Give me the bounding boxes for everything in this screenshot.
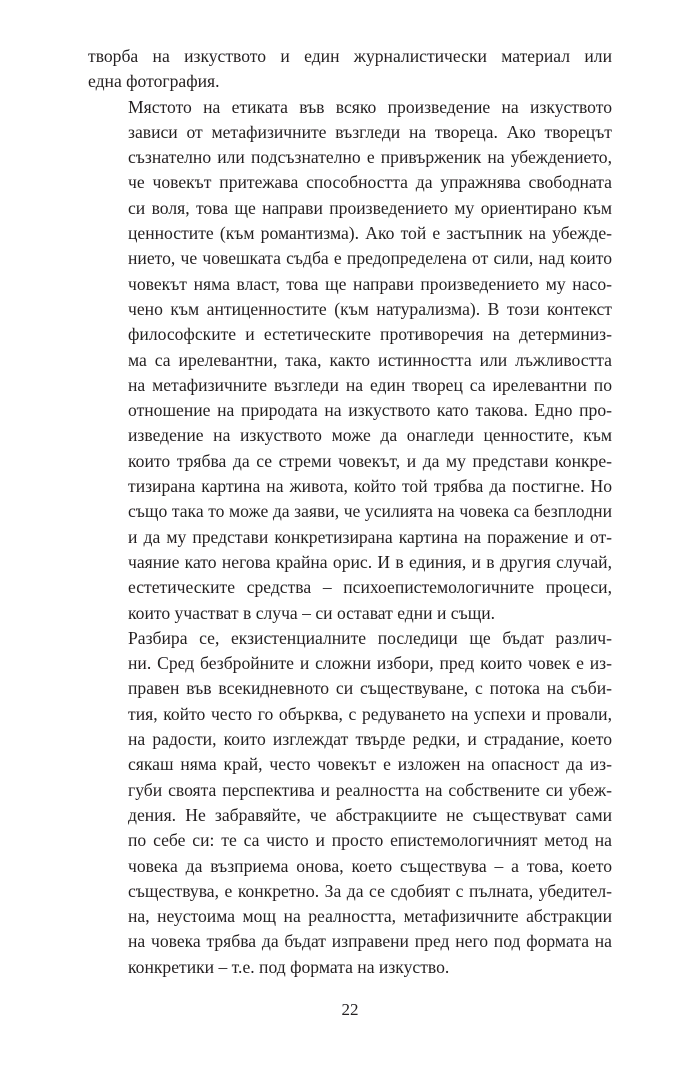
text-line: съществува, е конкретно. За да се сдобият с пълната, убедител- bbox=[128, 880, 612, 901]
text-line: отношение на природата на изкуството като такова. Едно про- bbox=[128, 400, 612, 421]
text-line: сякаш няма край, често човекът е изложен на опасност да из- bbox=[128, 754, 612, 775]
text-line: дения. Не забравяйте, че абстракциите не съществуват сами bbox=[128, 804, 612, 825]
paragraph-continuation bbox=[88, 44, 612, 95]
text-line: творба на изкуството и един журналистически материал или bbox=[88, 46, 612, 66]
page-number: 22 bbox=[341, 1000, 359, 1019]
text-line: на метафизичните възгледи на един творец са ирелевантни по bbox=[128, 374, 612, 395]
text-line: естетическите средства – психоепистемологичните процеси, bbox=[128, 577, 612, 598]
text-line: които трябва да се стреми човекът, и да му представи конкре- bbox=[128, 450, 612, 471]
text-line: че човекът притежава способността да упражнява свободната bbox=[128, 172, 612, 193]
paragraph-ethics bbox=[88, 95, 612, 626]
text-line: тизирана картина на живота, който той трябва да постигне. Но bbox=[128, 476, 612, 497]
text-line: на радости, които изглеждат твърде редки, и страдание, което bbox=[128, 729, 612, 750]
text-line: си воля, това ще направи произведението му ориентирано към bbox=[128, 197, 612, 218]
text-line: и да му представи конкретизирана картина на поражение и от- bbox=[128, 526, 612, 547]
text-line: на, неустоима мощ на реалността, метафизичните абстракции bbox=[128, 906, 612, 927]
text-line: губи своята перспектива и реалността на собствените си убеж- bbox=[128, 779, 612, 800]
text-line: Мястото на етиката във всяко произведение на изкуството bbox=[128, 96, 612, 117]
text-line: човекът няма власт, това ще направи произведението му насо- bbox=[128, 273, 612, 294]
text-line: съзнателно или подсъзнателно е привърженик на убеждението, bbox=[128, 147, 612, 168]
text-line: нието, че човешката съдба е предопределена от сили, над които bbox=[128, 248, 612, 269]
text-line: ценностите (към романтизма). Ако той е застъпник на убежде- bbox=[128, 223, 612, 244]
page-text bbox=[88, 44, 612, 980]
text-line: Разбира се, екзистенциалните последици ще бъдат различ- bbox=[128, 627, 612, 648]
text-line: философските и естетическите противоречия на детерминиз- bbox=[128, 324, 612, 345]
text-line: които участват в случа – си остават едни и същи. bbox=[128, 602, 496, 623]
paragraph-consequences bbox=[88, 626, 612, 980]
text-line: ни. Сред безбройните и сложни избори, пред които човек е из- bbox=[128, 653, 612, 674]
text-line: човека да възприема онова, което съществува – а това, което bbox=[128, 855, 612, 876]
text-line: зависи от метафизичните възгледи на твореца. Ако творецът bbox=[128, 121, 612, 142]
text-line: по себе си: те са чисто и просто епистемологичният метод на bbox=[128, 830, 612, 851]
text-line: също така то може да заяви, че усилията на човека са безплодни bbox=[128, 501, 612, 522]
text-line: правен във всекидневното си съществуване, с потока на съби- bbox=[128, 678, 612, 699]
text-line: изведение на изкуството може да онагледи ценностите, към bbox=[128, 425, 612, 446]
text-line: на човека трябва да бъдат изправени пред него под формата на bbox=[128, 931, 612, 952]
text-line: тия, който често го обърква, с редуването на успехи и провали, bbox=[128, 703, 612, 724]
text-line: една фотография. bbox=[88, 71, 220, 92]
text-line: конкретики – т.е. под формата на изкуство. bbox=[128, 956, 450, 977]
text-line: ма са ирелевантни, така, както истинността или лъжливостта bbox=[128, 349, 612, 370]
text-line: чено към антиценностите (към натурализма). В този контекст bbox=[128, 298, 612, 319]
text-line: чаяние като негова крайна орис. И в единия, и в другия случай, bbox=[128, 551, 612, 572]
